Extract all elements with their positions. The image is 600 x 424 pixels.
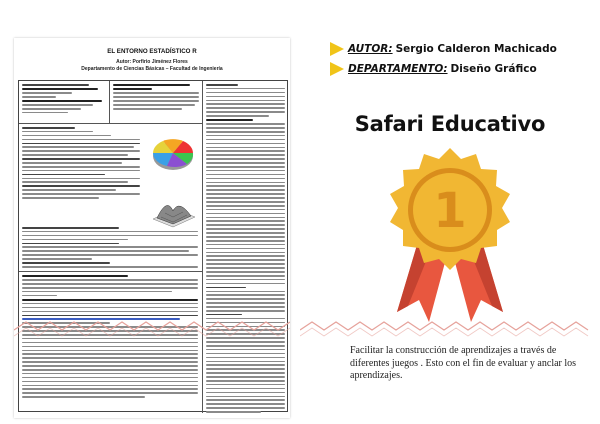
poster-caption: Facilitar la construcción de aprendizajes a través de diferentes juegos . Esto con el fin de evaluar y anclar los aprendizajes.: [350, 345, 577, 381]
document-title: EL ENTORNO ESTADÍSTICO R: [107, 48, 197, 55]
row-divider: [19, 271, 202, 272]
text-block: [206, 84, 285, 415]
author-key: AUTOR:: [348, 43, 393, 55]
text-block: [22, 84, 106, 116]
zigzag-decoration: [14, 318, 290, 342]
document-department: Departamento de Ciencias Básicas – Facultad de Ingeniería: [81, 66, 223, 72]
document-page: [14, 38, 290, 418]
medal-icon: [375, 140, 525, 325]
pie-chart-icon: [149, 133, 197, 173]
arrow-right-icon: [330, 42, 344, 56]
medal-number: 1: [433, 183, 467, 239]
arrow-right-icon: [330, 62, 344, 76]
surface-plot-icon: [151, 193, 197, 229]
document-body-frame: [18, 80, 288, 412]
text-block: [22, 227, 198, 270]
author-row: [330, 42, 557, 56]
poster-panel: [300, 0, 600, 424]
column-divider: [109, 81, 110, 123]
department-row: [330, 62, 537, 76]
text-block: [22, 127, 140, 201]
poster-title: Safari Educativo: [354, 112, 546, 136]
department-value: Diseño Gráfico: [450, 63, 537, 75]
document-author: Autor: Porfirio Jiménez Flores: [116, 59, 188, 65]
column-divider: [202, 81, 203, 413]
row-divider: [19, 123, 202, 124]
text-block: [113, 84, 199, 112]
department-key: DEPARTAMENTO:: [348, 63, 448, 75]
author-value: Sergio Calderon Machicado: [395, 43, 557, 55]
